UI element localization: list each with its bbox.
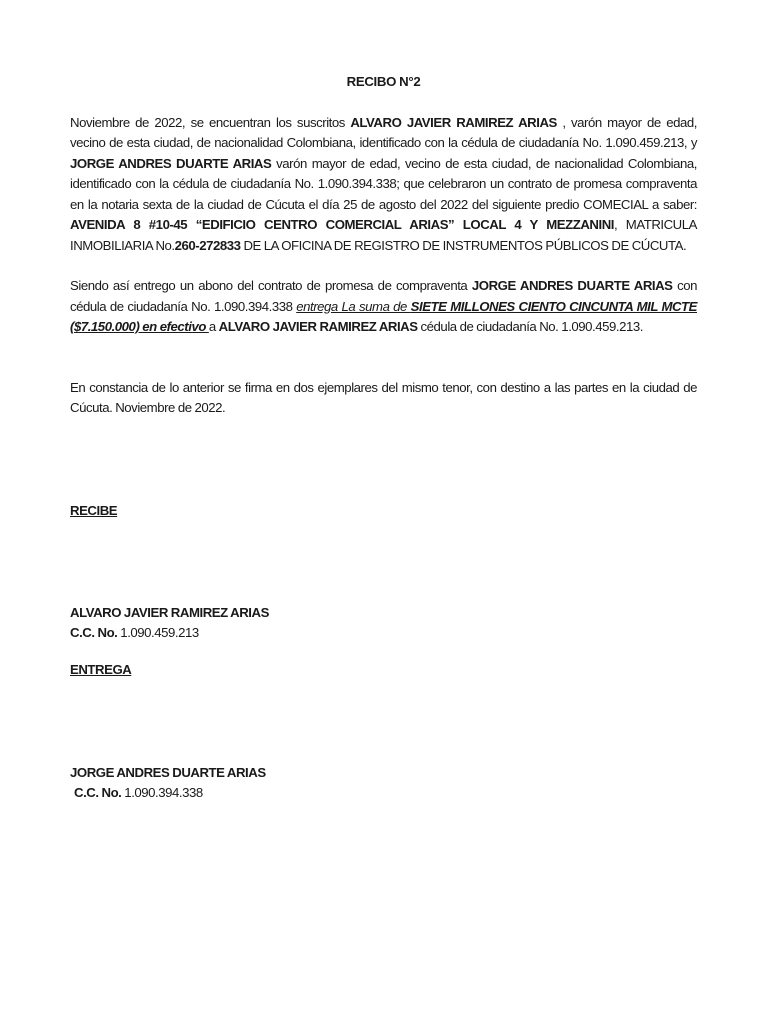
recibe-cc-label: C.C. No. bbox=[70, 625, 118, 640]
recibe-label: RECIBE bbox=[70, 503, 118, 518]
p2-amount: SIETE MILLONES CIENTO CINCUNTA MIL MCTE ($7.150.000) en efectivo bbox=[70, 298, 698, 334]
p2-entrega-intro: entrega La suma de bbox=[296, 298, 411, 314]
entrega-cc-label: C.C. No. bbox=[74, 785, 122, 800]
document-page bbox=[70, 60, 698, 800]
entrega-cc-value: 1.090.394.338 bbox=[121, 785, 203, 800]
recibe-cc bbox=[70, 623, 199, 644]
p1-text-1: Noviembre de 2022, se encuentran los suscritos bbox=[70, 114, 351, 130]
recibe-cc-value: 1.090.459.213 bbox=[117, 625, 199, 640]
p1-buyer-name: JORGE ANDRES DUARTE ARIAS bbox=[70, 155, 272, 171]
recibe-signer-name: ALVARO JAVIER RAMIREZ ARIAS bbox=[70, 605, 269, 620]
entrega-label: ENTREGA bbox=[70, 662, 132, 677]
p2-buyer-name: JORGE ANDRES DUARTE ARIAS bbox=[471, 278, 673, 293]
p1-matricula-number: 260-272833 bbox=[174, 237, 241, 253]
p2-text-2: con cédula de ciudadanía No. 1.090.394.338 bbox=[70, 278, 698, 314]
paragraph-payment bbox=[70, 276, 697, 338]
entrega-signer-name: JORGE ANDRES DUARTE ARIAS bbox=[70, 765, 266, 780]
p2-text-4: cédula de ciudadanía No. 1.090.459.213. bbox=[417, 319, 644, 334]
p1-text-4: , MATRICULA INMOBILIARIA No. bbox=[70, 217, 697, 253]
p2-text-1: Siendo así entrego un abono del contrato de promesa de compraventa bbox=[70, 278, 472, 293]
p1-text-3: varón mayor de edad, vecino de esta ciudad, de nacionalidad Colombiana, identificado con la cédula de ciudadanía No. 1.090.394.338; que celebraron un contrato de promesa compraventa en la notaria sexta de la ciudad de Cúcuta el día 25 de agosto del 2022 del siguiente predio COMECIAL a saber: bbox=[70, 155, 697, 212]
paragraph-parties bbox=[70, 113, 697, 257]
p2-seller-name: ALVARO JAVIER RAMIREZ ARIAS bbox=[218, 319, 418, 334]
p1-seller-name: ALVARO JAVIER RAMIREZ ARIAS bbox=[350, 114, 557, 130]
paragraph-constancia: En constancia de lo anterior se firma en dos ejemplares del mismo tenor, con destino a las partes en la ciudad de Cúcuta. Noviembre de 2022. bbox=[70, 379, 697, 415]
entrega-cc bbox=[74, 783, 203, 804]
p2-text-3: a bbox=[208, 319, 219, 334]
p1-text-5: DE LA OFICINA DE REGISTRO DE INSTRUMENTOS PÚBLICOS DE CÚCUTA. bbox=[240, 237, 687, 253]
document-title: RECIBO N°2 bbox=[346, 74, 421, 89]
p1-property-address: AVENIDA 8 #10-45 “EDIFICIO CENTRO COMERCIAL ARIAS” LOCAL 4 Y MEZZANINI bbox=[70, 217, 614, 232]
p1-text-2: , varón mayor de edad, vecino de esta ciudad, de nacionalidad Colombiana, identificado con la cédula de ciudadanía No. 1.090.459.213, y bbox=[70, 114, 697, 150]
